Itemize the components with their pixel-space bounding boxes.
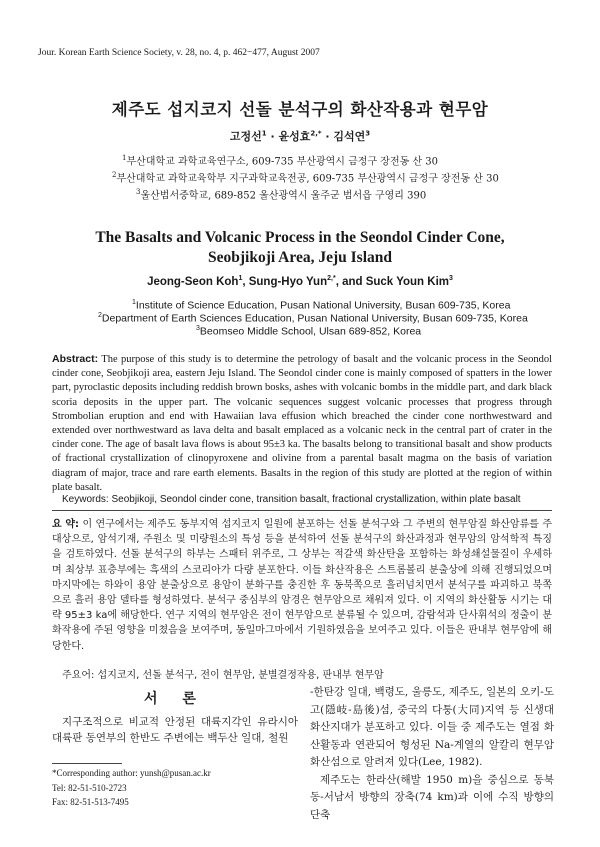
abstract-ko-label: 요 약: [52, 519, 80, 530]
author-2: 윤성효 [278, 130, 311, 143]
keywords-korean [62, 666, 384, 681]
intro-right-column [310, 684, 554, 824]
affil-sup: 3 [136, 188, 141, 196]
affil-sup: 1 [122, 154, 127, 162]
affil-sup: 2 [98, 312, 102, 319]
author-separator: · [321, 130, 334, 143]
author-1-affil: 1 [238, 275, 243, 282]
author-3: Suck Youn Kim [365, 275, 450, 288]
author-separator: · [266, 130, 279, 143]
author-3-affil: 3 [365, 129, 371, 138]
journal-citation: Jour. Korean Earth Science Society, v. 28, no. 4, p. 462−477, August 2007 [38, 48, 320, 58]
divider [52, 510, 552, 511]
affil-sup: 1 [132, 299, 136, 306]
intro-paragraph-1: -한탄강 일대, 백령도, 울릉도, 제주도, 일본의 오키-도고(隱岐-島後)섬, 중국의 다퉁(大同)지역 등 신생대 화산지대가 분포하고 있다. 이들 중 제주도는 열점 화산활동과 연관되어 형성된 Na-계열의 알칼리 현무암 화산섬으로 알려져 있다(Lee, 1982). [310, 686, 554, 768]
footnote [52, 766, 211, 810]
authors-korean [0, 128, 600, 144]
keywords-text: Seobjikoji, Seondol cinder cone, transition basalt, fractional crystallization, within plate basalt [111, 494, 521, 505]
affiliation-ko-3 [136, 184, 426, 204]
intro-paragraph-2: 제주도는 한라산(해발 1950 m)을 중심으로 동북동-서남서 방향의 장축(74 km)과 이에 수직 방향의 단축 [310, 773, 554, 821]
affil-text: 울산범서중학교, 689-852 울산광역시 울주군 범서읍 구영리 390 [140, 190, 427, 202]
author-1-affil: 1 [261, 129, 267, 138]
keywords-english [62, 494, 521, 505]
author-separator: , [242, 275, 249, 288]
abstract-label: Abstract: [52, 353, 99, 365]
title-english [0, 228, 600, 268]
affil-sup: 2 [112, 171, 117, 179]
keywords-ko-label: 주요어: [62, 670, 95, 681]
author-2: Sung-Hyo Yun [248, 275, 328, 288]
title-korean: 제주도 섭지코지 선돌 분석구의 화산작용과 현무암 [111, 100, 489, 119]
affil-text: Beomseo Middle School, Ulsan 689-852, Korea [199, 325, 422, 338]
author-1: Jeong-Seon Koh [147, 275, 239, 288]
section-title: 서 론 [144, 691, 206, 707]
keywords-label: Keywords: [62, 494, 109, 505]
footnote-divider [52, 763, 122, 764]
affiliation-en-3 [196, 322, 421, 339]
author-1: 고정선 [229, 130, 262, 143]
affil-text: 부산대학교 과학교육학부 지구과학교육전공, 609-735 부산광역시 금정구 장전동 산 30 [116, 173, 499, 185]
affil-text: Institute of Science Education, Pusan National University, Busan 609-735, Korea [135, 299, 511, 312]
author-3-affil: 3 [449, 275, 453, 282]
author-2-affil: 2, [310, 129, 318, 138]
author-2-affil: 2, [327, 275, 333, 282]
abstract-english [52, 352, 552, 495]
title-en-line-1: The Basalts and Volcanic Process in the Seondol Cinder Cone, [95, 229, 505, 246]
corresponding-star: * [332, 275, 336, 282]
authors-english [0, 275, 600, 288]
affil-text: Department of Earth Sciences Education, Pusan National University, Busan 609-735, Korea [101, 312, 528, 325]
abstract-ko-text: 이 연구에서는 제주도 동부지역 섭지코지 일원에 분포하는 선돌 분석구와 그 주변의 현무암질 화산암류를 주 대상으로, 암석기재, 주원소 및 미량원소의 특성 등을 분석하여 선돌 분석구의 화산과정과 현무암의 암석학적 특징을 검토하였다. 선돌 분석구의 하부는 스패터 위주로, 그 상부는 적갈색 화산탄을 포함하는 화성쇄설물질이 우세하며 최상부 표층부에는 흑색의 스코리아가 다량 분포한다. 이들 화산작용은 스트롬볼리 분출상에 의해 진행되었으며 마지막에는 하와이 용암 분출상으로 용암이 분화구를 충진한 후 동북쪽으로 흘러넘치면서 분석구를 파괴하고 북쪽으로 흘러 용암 델타를 형성하였다. 분석구 중심부의 암경은 현무암으로 채워져 있다. 이 지역의 화산활동 시기는 대략 95±3 ka에 해당한다. 연구 지역의 현무암은 전이 현무암으로 분류될 수 있으며, 감람석과 단사휘석의 정출이 분화작용에 주된 영향을 미쳤음을 보여주며, 동일마그마에서 기원하였음을 보여주고 있다. 이들은 판내부 현무암에 해당한다. [52, 519, 552, 652]
title-en-line-2: Seobjikoji Area, Jeju Island [207, 249, 393, 266]
author-3: 김석연 [333, 130, 366, 143]
corresponding-author: *Corresponding author: yunsh@pusan.ac.kr [52, 768, 211, 778]
corresponding-star: * [317, 129, 322, 138]
telephone: Tel: 82-51-510-2723 [52, 782, 127, 793]
intro-left-column: 지구조적으로 비교적 안정된 대륙지각인 유라시아 대륙판 동연부의 한반도 주변에는 백두산 일대, 철원 [52, 716, 298, 744]
affil-text: 부산대학교 과학교육연구소, 609-735 부산광역시 금정구 장전동 산 30 [126, 156, 439, 168]
author-separator: , and [335, 275, 366, 288]
keywords-ko-text: 섭지코지, 선돌 분석구, 전이 현무암, 분별결정작용, 판내부 현무암 [97, 670, 384, 681]
abstract-text: The purpose of this study is to determine the petrology of basalt and the volcanic process in the Seondol cinder cone, Seobjikoji area, eastern Jeju Island. The Seondol cinder cone is mainly composed of spatters in the lower part, pyroclastic deposits including reddish brown bosks, ashes with volcanic bombs in the middle part, and dark black scoria deposits in the upper part. The volcanic sequences suggest volcanic processes that progress through Strombolian eruption and end with Hawaiian lava effusion which breached the cinder cone northwestward and extended over northwestward as lava delta and basalt emplaced as a volcanic neck in the central part of crater in the cinder cone. The age of basalt lava flows is about 95±3 ka. The basalts belong to transitional basalt and show products of fractional crystallization of clinopyroxene and olivine from a parental basalt magma on the basis of variation diagram of major, trace and rare earth elements. Basalts in the region of this study are plotted at the region of within plate basalt. [52, 354, 553, 493]
affil-sup: 3 [196, 325, 200, 332]
fax: Fax: 82-51-513-7495 [52, 797, 129, 807]
abstract-korean [52, 517, 552, 654]
